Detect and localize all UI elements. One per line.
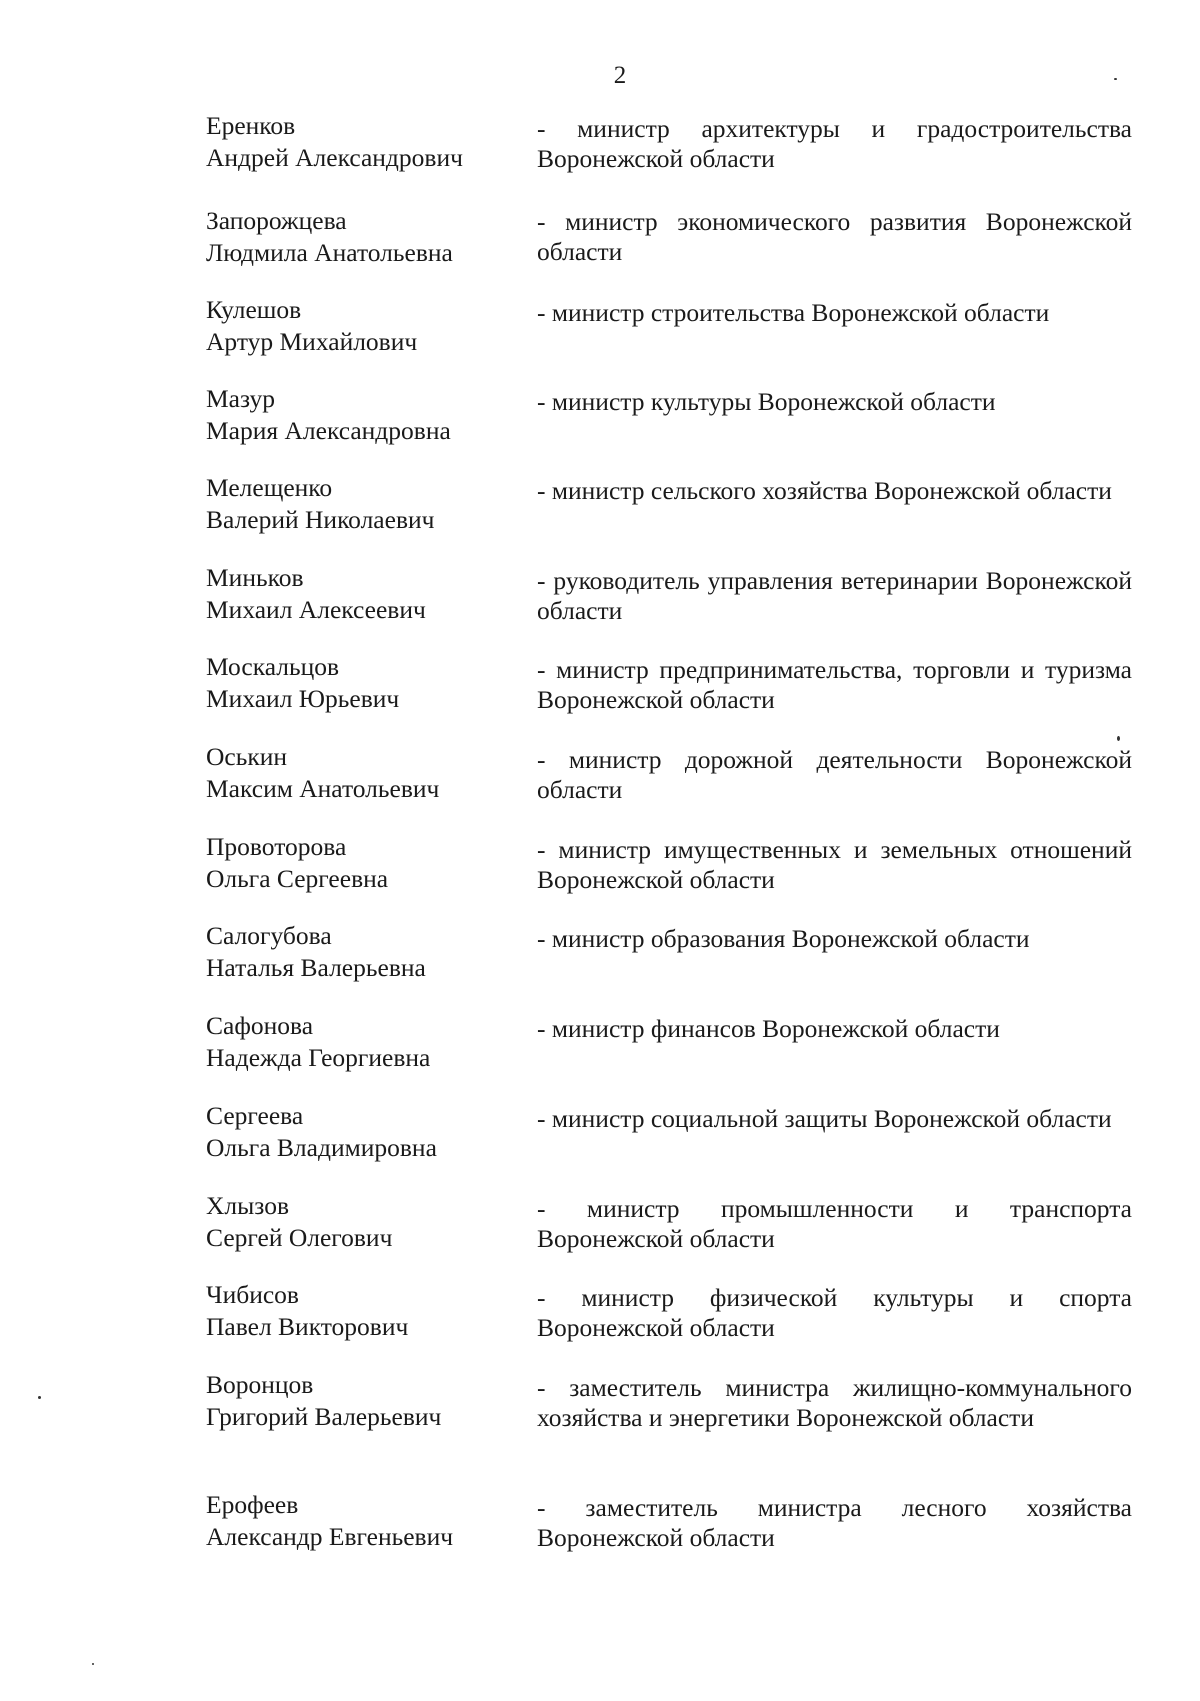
scan-speck (38, 1396, 41, 1399)
person-name (206, 562, 516, 626)
person-surname: Москальцов (206, 652, 340, 681)
person-surname: Хлызов (206, 1191, 289, 1220)
person-name (206, 205, 516, 269)
person-name (206, 920, 516, 984)
person-name (206, 1279, 516, 1343)
person-surname: Сафонова (206, 1011, 314, 1040)
person-position: - министр образования Воронежской области (537, 924, 1030, 953)
person-name (206, 472, 516, 536)
person-position: - министр финансов Воронежской области (537, 1014, 1000, 1043)
person-name (206, 383, 516, 447)
person-surname: Оськин (206, 742, 288, 771)
person-surname: Кулешов (206, 295, 302, 324)
person-position: - министр имущественных и земельных отношений Воронежской области (537, 835, 1132, 894)
page-number: 2 (613, 62, 627, 89)
person-surname: Еренков (206, 111, 296, 140)
person-surname: Мелещенко (206, 473, 333, 502)
person-name (206, 831, 516, 895)
person-given-names: Наталья Валерьевна (206, 953, 426, 982)
person-name (206, 1190, 516, 1254)
person-surname: Ерофеев (206, 1490, 299, 1519)
person-given-names: Михаил Алексеевич (206, 595, 426, 624)
person-position: - министр социальной защиты Воронежской области (537, 1104, 1112, 1133)
person-surname: Сергеева (206, 1101, 304, 1130)
person-given-names: Людмила Анатольевна (206, 238, 453, 267)
person-position: - министр культуры Воронежской области (537, 387, 996, 416)
person-surname: Мазур (206, 384, 276, 413)
person-position: - министр физической культуры и спорта Воронежской области (537, 1283, 1132, 1342)
person-given-names: Ольга Владимировна (206, 1133, 437, 1162)
person-given-names: Григорий Валерьевич (206, 1402, 442, 1431)
person-surname: Салогубова (206, 921, 332, 950)
person-name (206, 1489, 516, 1553)
person-given-names: Надежда Георгиевна (206, 1043, 431, 1072)
person-surname: Провоторова (206, 832, 347, 861)
person-surname: Воронцов (206, 1370, 314, 1399)
person-position: - министр экономического развития Воронежской области (537, 207, 1132, 266)
person-name (206, 110, 516, 174)
person-position: - министр дорожной деятельности Воронежской области (537, 745, 1132, 804)
person-position: - министр архитектуры и градостроительства Воронежской области (537, 114, 1132, 173)
person-surname: Миньков (206, 563, 304, 592)
scan-speck (92, 1663, 94, 1665)
person-given-names: Ольга Сергеевна (206, 864, 389, 893)
person-given-names: Мария Александровна (206, 416, 451, 445)
person-position: - министр промышленности и транспорта Воронежской области (537, 1194, 1132, 1253)
person-name (206, 1010, 516, 1074)
person-given-names: Сергей Олегович (206, 1223, 393, 1252)
person-given-names: Павел Викторович (206, 1312, 409, 1341)
person-given-names: Валерий Николаевич (206, 505, 435, 534)
person-name (206, 651, 516, 715)
person-name (206, 294, 516, 358)
person-given-names: Михаил Юрьевич (206, 684, 400, 713)
scan-speck (1114, 78, 1117, 80)
person-position: - министр строительства Воронежской области (537, 298, 1050, 327)
person-surname: Чибисов (206, 1280, 299, 1309)
person-given-names: Александр Евгеньевич (206, 1522, 454, 1551)
person-given-names: Андрей Александрович (206, 143, 463, 172)
person-position: - министр предпринимательства, торговли и туризма Воронежской области (537, 655, 1132, 714)
person-surname: Запорожцева (206, 206, 347, 235)
person-position: - заместитель министра лесного хозяйства Воронежской области (537, 1493, 1132, 1552)
person-given-names: Максим Анатольевич (206, 774, 440, 803)
person-name (206, 1100, 516, 1164)
person-position: - руководитель управления ветеринарии Воронежской области (537, 566, 1132, 625)
scan-speck (1117, 736, 1120, 741)
person-name (206, 1369, 516, 1433)
person-position: - министр сельского хозяйства Воронежской области (537, 476, 1112, 505)
person-position: - заместитель министра жилищно-коммунального хозяйства и энергетики Воронежской области (537, 1373, 1132, 1432)
person-name (206, 741, 516, 805)
person-given-names: Артур Михайлович (206, 327, 418, 356)
